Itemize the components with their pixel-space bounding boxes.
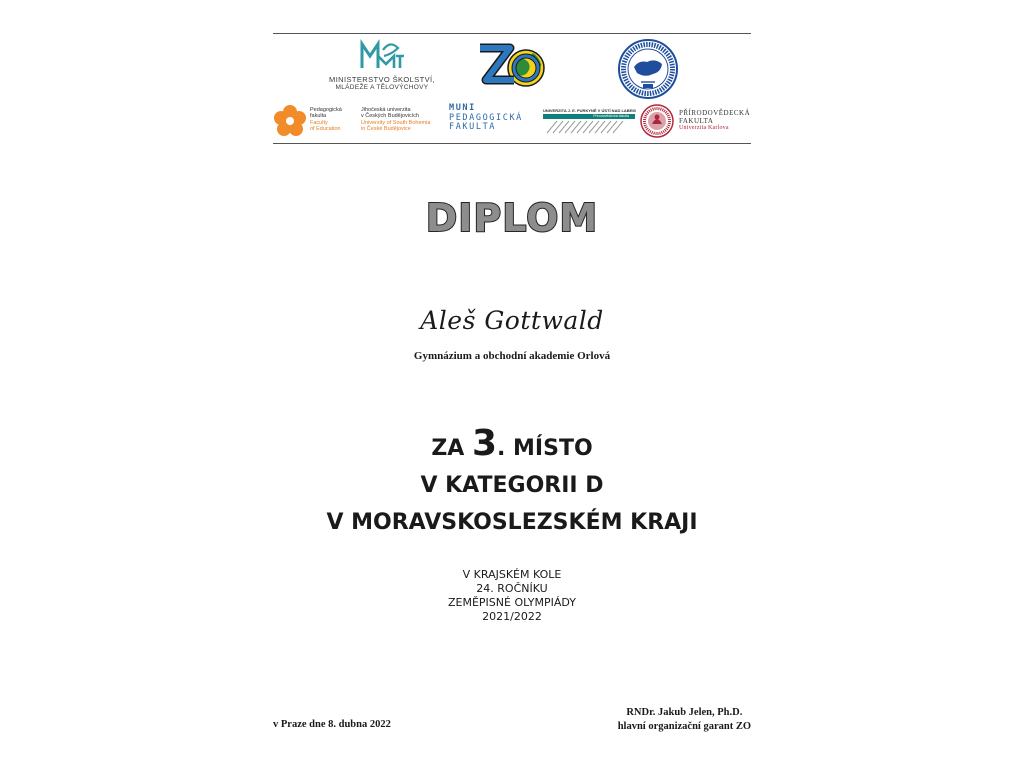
- award-place-number: 3: [471, 423, 498, 464]
- round-line2: 24. ROČNÍKU: [476, 582, 548, 595]
- award-line1: [0, 425, 1024, 467]
- competition-round: [0, 568, 1024, 624]
- award-line2: V KATEGORII D: [420, 473, 604, 498]
- czech-geographic-society-seal: [617, 38, 679, 100]
- header-top-rule: [273, 33, 751, 34]
- msmt-logo: [312, 38, 452, 98]
- jcu-label: [361, 107, 430, 133]
- award-prefix: ZA: [431, 436, 472, 461]
- cuni-label-line2: FAKULTA: [679, 116, 714, 125]
- pf-jcu-flower-icon: [273, 104, 307, 138]
- recipient-school: Gymnázium a obchodní akademie Orlová: [413, 350, 611, 362]
- cuni-seal-icon: [640, 104, 674, 138]
- jcu-label-cz2: v Českých Budějovicích: [361, 113, 420, 120]
- round-line1: V KRAJSKÉM KOLE: [462, 568, 562, 581]
- ujep-stripes-icon: [543, 120, 635, 134]
- msmt-label-line1: MINISTERSTVO ŠKOLSTVÍ,: [329, 75, 435, 84]
- round-line3: ZEMĚPISNÉ OLYMPIÁDY: [448, 596, 576, 609]
- award-line3: V MORAVSKOSLEZSKÉM KRAJI: [326, 510, 698, 535]
- header-bottom-rule: [273, 143, 751, 144]
- place-and-date: v Praze dne 8. dubna 2022: [273, 719, 391, 730]
- ujep-logo: [543, 108, 635, 136]
- msmt-label-line2: MLÁDEŽE A TĚLOVÝCHOVY: [335, 84, 429, 91]
- muni-label-line3: FAKULTA: [449, 122, 497, 132]
- cuni-label: [679, 110, 750, 133]
- zo-globe-icon: [474, 38, 550, 94]
- pf-label-en1: Faculty: [310, 119, 328, 126]
- zo-logo: [474, 38, 550, 94]
- jcu-label-en1: University of South Bohemia: [361, 119, 431, 126]
- pf-label-cz2: fakulta: [310, 113, 327, 120]
- cuni-label-line3: Univerzita Karlova: [679, 125, 729, 132]
- muni-label-line2: PEDAGOGICKÁ: [449, 112, 523, 123]
- msmt-monogram-icon: [358, 38, 406, 74]
- signer-name: RNDr. Jakub Jelen, Ph.D.: [626, 707, 743, 718]
- recipient-name: Aleš Gottwald: [420, 306, 604, 335]
- jcu-label-en2: in České Budějovice: [361, 126, 411, 133]
- pf-label-cz1: Pedagogická: [310, 107, 342, 113]
- muni-logo: [449, 104, 523, 133]
- signer-role: hlavní organizační garant ZO: [617, 721, 751, 732]
- signature-block: [618, 706, 751, 734]
- cgs-seal-icon: [617, 38, 679, 100]
- cuni-label-line1: PŘÍRODOVĚDECKÁ: [679, 109, 751, 117]
- pf-label-en2: of Education: [310, 126, 341, 133]
- diploma-title: DIPLOM: [425, 196, 599, 240]
- ujep-label-line2: Přírodovědecká fakulta: [543, 114, 635, 119]
- pf-jcu-label: [310, 107, 342, 133]
- ujep-label-line1: UNIVERZITA J. E. PURKYNĚ V ÚSTÍ NAD LABEM: [543, 108, 636, 113]
- round-line4: 2021/2022: [482, 610, 542, 623]
- jcu-label-cz1: Jihočeská univerzita: [361, 107, 411, 113]
- award-suffix: . MÍSTO: [497, 436, 593, 461]
- muni-label-line1: MUNI: [449, 103, 476, 113]
- award-statement: [0, 425, 1024, 541]
